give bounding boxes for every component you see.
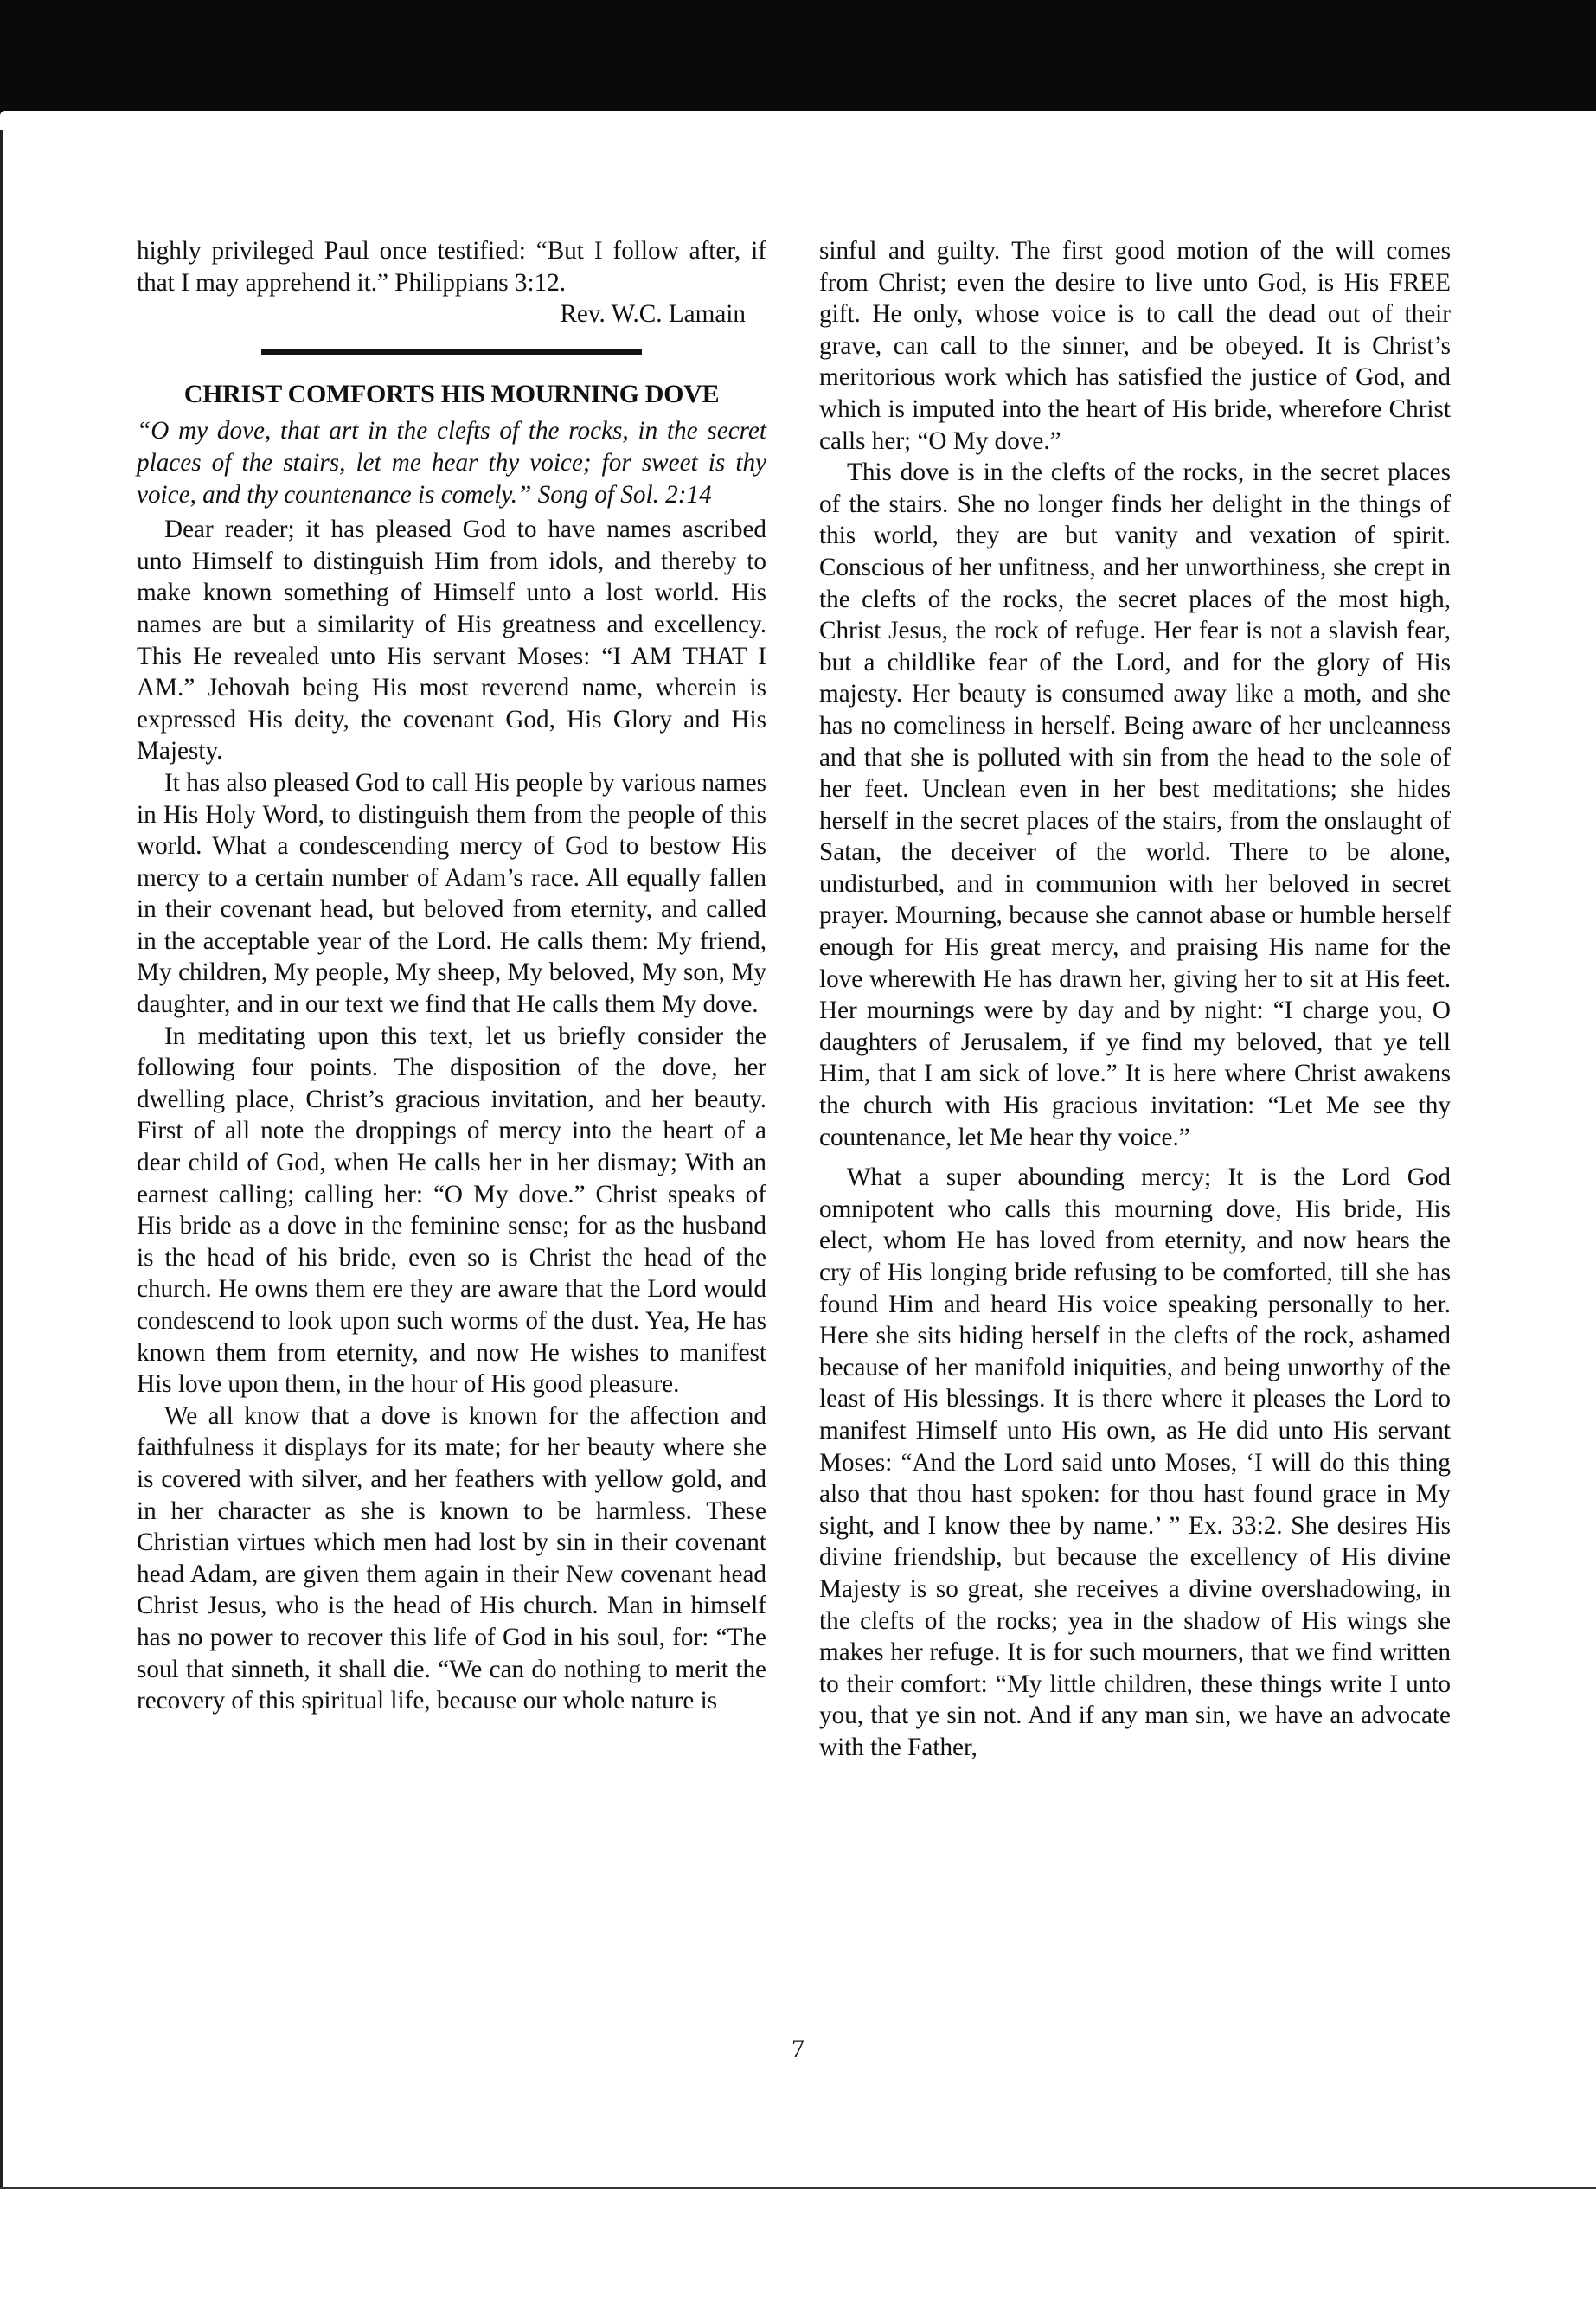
paragraph: We all know that a dove is known for the affection and faithfulness it displays for its mate; for her beauty where she is covered with silver, and her feathers with yellow gold, and in her character as she is known to be harmless. These Christian virtues which men had lost by sin in their covenant head Adam, are given them again in their New covenant head Christ Jesus, who is the head of His church. Man in himself has no power to recover this life of God in his soul, for: “The soul that sinneth, it shall die. “We can do nothing to merit the recovery of this spiritual life, because our whole nature is [137, 1401, 766, 1715]
paragraph: This dove is in the clefts of the rocks, in the secret places of the stairs. She no longer finds her delight in the things of this world, they are but vanity and vexation of spirit. Conscious of her unfitness, and her unworthiness, she crept in the clefts of the rocks, the secret places of the most high, Christ Jesus, the rock of refuge. Her fear is not a slavish fear, but a childlike fear of the Lord, and for the glory of His majesty. Her beauty is consumed away like a moth, and she has no comeliness in herself. Being aware of her uncleanness and that she is polluted with sin from the head to the sole of her feet. Unclean even in her best meditations; she hides herself in the secret places of the stairs, from the onslaught of Satan, the deceiver of the world. There to be alone, undisturbed, and in communion with her beloved in secret prayer. Mourning, because she cannot abase or humble herself enough for His great mercy, and praising His name for the love wherewith He has drawn her, giving her to sit at His feet. Her mournings were by day and by night: “I charge you, O daughters of Jerusalem, if ye find my beloved, that ye tell Him, that I am sick of love.” It is here where Christ awakens the church with His gracious invitation: “Let Me see thy countenance, let Me hear thy voice.” [819, 458, 1451, 1151]
paragraph: It has also pleased God to call His people by various names in His Holy Word, to distinguish them from the people of this world. What a condescending mercy of God to bestow His mercy to a certain number of Adam’s race. All equally fallen in their covenant head, but beloved from eternity, and called in the acceptable year of the Lord. He calls them: My friend, My children, My people, My sheep, My beloved, My son, My daughter, and in our text we find that He calls them My dove. [137, 768, 766, 1019]
left-column [137, 235, 766, 1717]
right-column [819, 235, 1451, 1764]
paragraph: Dear reader; it has pleased God to have names ascribed unto Himself to distinguish Him from idols, and thereby to make known something of Himself unto a lost world. His names are but a similarity of His greatness and excellency. This He revealed unto His servant Moses: “I AM THAT I AM.” Jehovah being His most reverend name, wherein is expressed His deity, the covenant God, His Glory and His Majesty. [137, 516, 766, 766]
scan-bottom-edge [0, 2187, 1596, 2189]
article-title: CHRIST COMFORTS HIS MOURNING DOVE [183, 379, 720, 408]
scan-top-gap [0, 111, 1596, 130]
paragraph: What a super abounding mercy; It is the Lord God omnipotent who calls this mourning dove, His bride, His elect, whom He has loved from eternity, and now hears the cry of His longing bride refusing to be comforted, till she has found Him and heard His voice speaking personally to her. Here she sits hiding herself in the clefts of the rock, ashamed because of her manifold iniquities, and being unworthy of the least of His blessings. It is there where it pleases the Lord to manifest Himself unto His own, as He did unto His servant Moses: “And the Lord said unto Moses, ‘I will do this thing also that thou hast spoken: for thou hast found grace in My sight, and I know thee by name.’ ” Ex. 33:2. She desires His divine friendship, but because the excellency of His divine Majesty is so great, she receives a divine overshadowing, in the clefts of the rocks; yea in the shadow of His wings she makes her refuge. It is for such mourners, that we find written to their comfort: “My little children, these things write I unto you, that ye sin not. And if any man sin, we have an advocate with the Father, [819, 1163, 1451, 1761]
right-opening-text: sinful and guilty. The first good motion of the will comes from Christ; even the desire to live unto God, is His FREE gift. He only, whose voice is to call the dead out of their grave, can call to the sinner, and be obeyed. It is Christ’s meritorious work which has satisfied the justice of God, and which is imputed into the heart of His bride, wherefore Christ calls her; “O My dove.” [819, 237, 1451, 455]
scan-top-border [0, 0, 1596, 118]
paragraph: In meditating upon this text, let us briefly consider the following four points. The disposition of the dove, her dwelling place, Christ’s gracious invitation, and her beauty. First of all note the droppings of mercy into the heart of a dear child of God, when He calls her in her dismay; With an earnest calling; calling her: “O My dove.” Christ speaks of His bride as a dove in the feminine sense; for as the husband is the head of his bride, even so is Christ the head of the church. He owns them ere they are aware that the Lord would condescend to look upon such worms of the dust. Yea, He has known them from eternity, and now He wishes to manifest His love upon them, in the hour of His good pleasure. [137, 1022, 766, 1399]
scan-left-edge [0, 130, 3, 2189]
scripture-verse: “O my dove, that art in the clefts of the rocks, in the secret places of the stairs, let me hear thy voice; for sweet is thy voice, and thy countenance is comely.” Song of Sol. 2:14 [137, 417, 766, 509]
author-signature: Rev. W.C. Lamain [560, 300, 746, 329]
section-divider [261, 349, 642, 355]
page-number: 7 [792, 2035, 804, 2063]
left-opening-text: highly privileged Paul once testified: “But I follow after, if that I may apprehend it.” Philippians 3:12. [137, 237, 766, 297]
